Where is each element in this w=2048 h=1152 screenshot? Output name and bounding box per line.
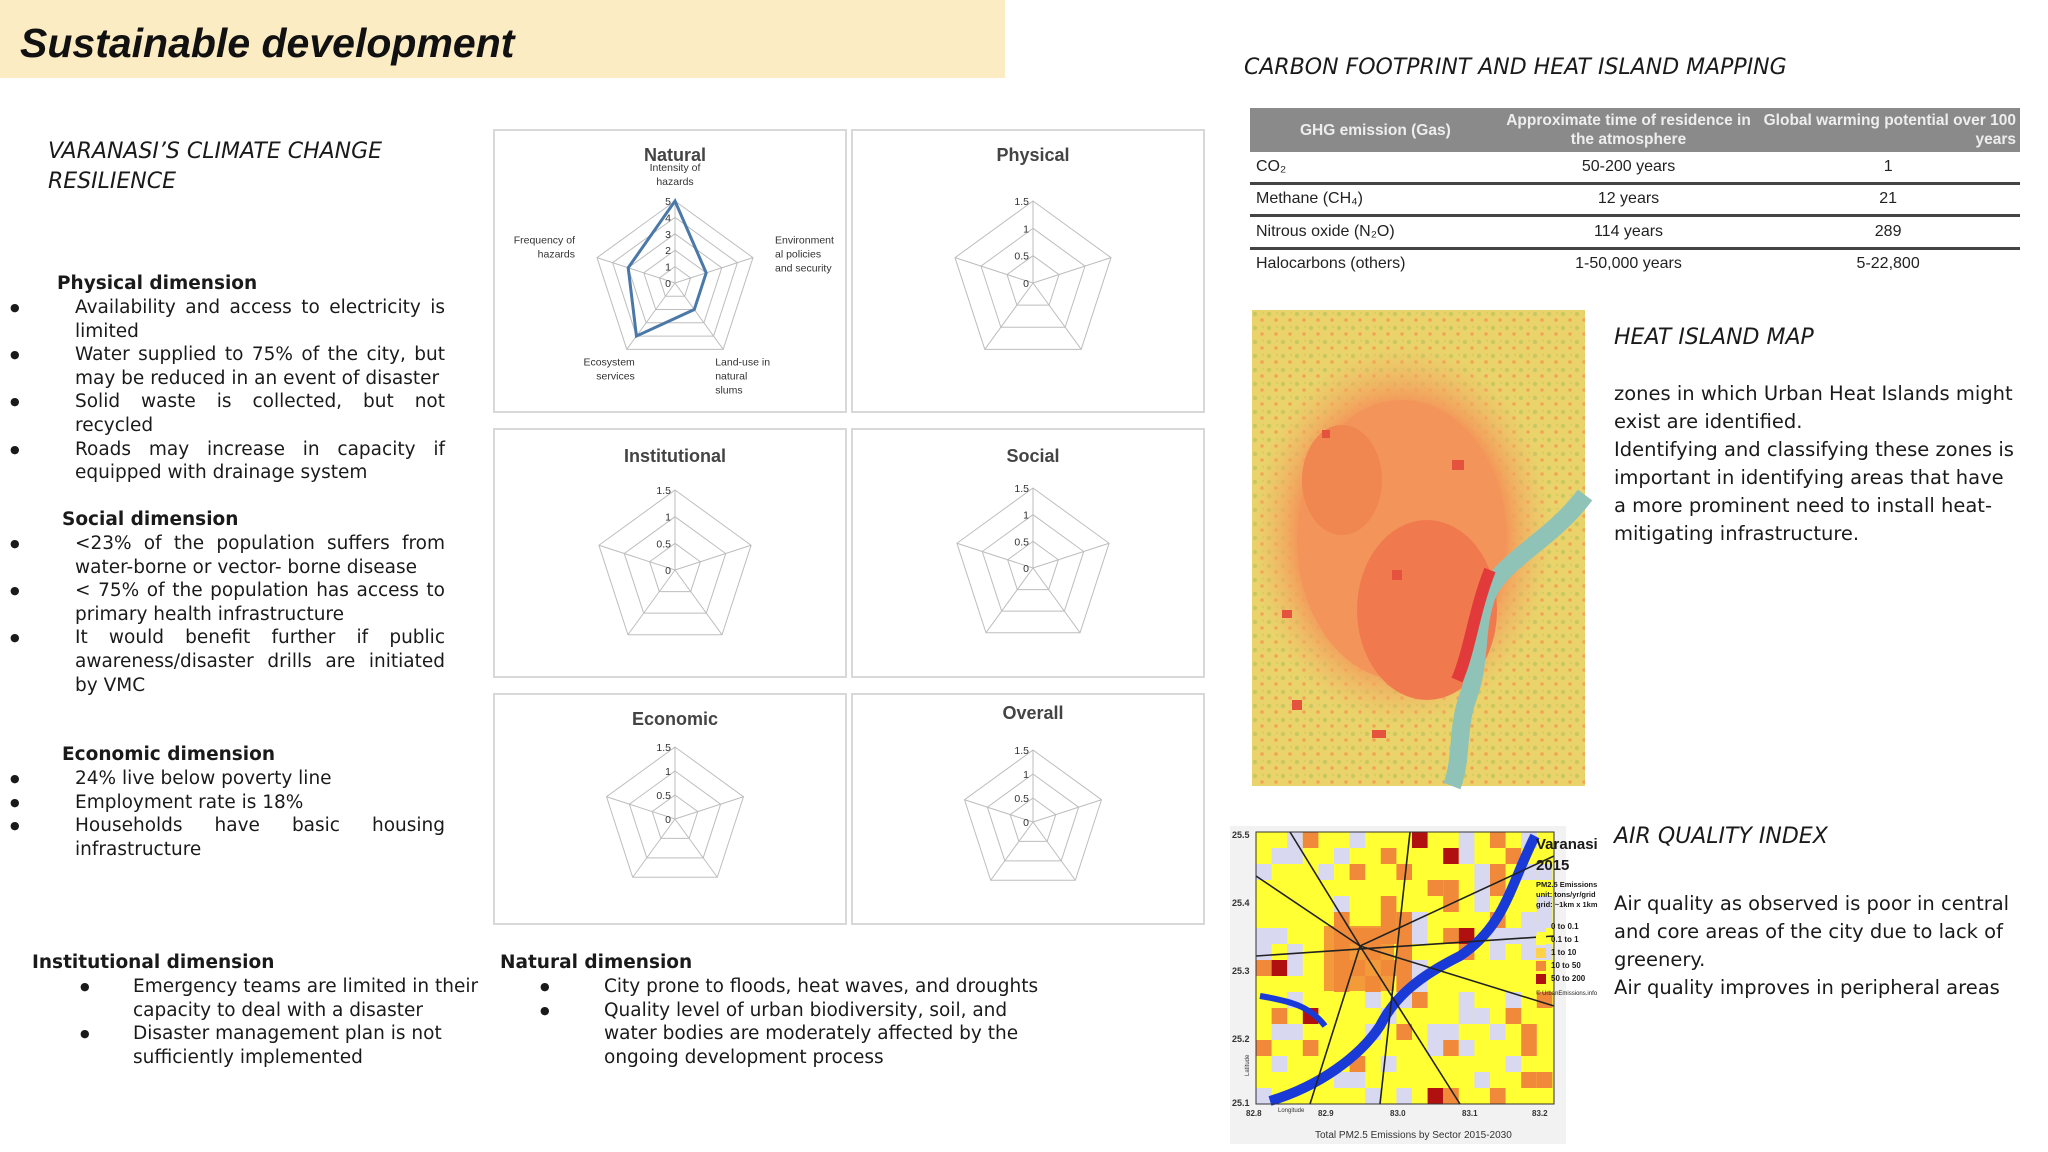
aq-grid-cell xyxy=(1412,832,1428,848)
radar-chart-overall xyxy=(853,695,1207,927)
institutional-dimension-heading: Institutional dimension xyxy=(32,952,275,973)
y-tick-label: 25.3 xyxy=(1232,966,1250,976)
aq-grid-cell xyxy=(1521,1040,1537,1056)
radar-spoke xyxy=(675,545,751,570)
table-cell: Methane (CH₄) xyxy=(1250,183,1501,216)
list-item: ● Quality level of urban biodiversity, soil, and water bodies are moderately affected by the ongoing development process xyxy=(0,999,1060,1070)
social-dimension-heading: Social dimension xyxy=(62,509,239,530)
aq-grid-cell xyxy=(1381,912,1397,928)
aq-grid-cell xyxy=(1521,912,1537,928)
list-item: ● Roads may increase in capacity if equipped with drainage system xyxy=(0,438,445,485)
list-item: ● Emergency teams are limited in their capacity to deal with a disaster xyxy=(30,975,480,1022)
radar-title: Social xyxy=(1006,446,1060,466)
radar-chart-economic xyxy=(495,695,849,927)
aq-grid-cell xyxy=(1287,1024,1303,1040)
air-quality-map xyxy=(1230,826,1566,1144)
radar-axis-label: Intensity of hazards xyxy=(649,162,701,188)
radar-tick-label: 1.5 xyxy=(1014,196,1029,208)
aq-grid-cell xyxy=(1474,1072,1490,1088)
radar-title: Institutional xyxy=(624,446,726,466)
table-row xyxy=(1250,152,2020,183)
aq-grid-cell xyxy=(1318,864,1334,880)
list-item: ● City prone to floods, heat waves, and droughts xyxy=(0,975,1060,999)
legend-item xyxy=(1536,959,1606,972)
radar-tick-label: 1 xyxy=(1023,223,1029,236)
page-title: Sustainable development xyxy=(20,20,515,66)
aq-grid-cell xyxy=(1256,960,1272,976)
aq-grid-cell xyxy=(1537,1072,1553,1088)
aq-grid-cell xyxy=(1474,864,1490,880)
legend-label: 50 to 200 xyxy=(1551,974,1586,983)
aq-grid-cell xyxy=(1521,928,1537,944)
table-cell: 289 xyxy=(1756,216,2020,249)
radar-spoke xyxy=(597,258,675,283)
economic-dimension-heading: Economic dimension xyxy=(62,744,276,765)
legend-swatch xyxy=(1536,974,1546,984)
radar-tick-label: 0.5 xyxy=(656,538,671,551)
radar-tick-label: 1 xyxy=(1023,769,1029,781)
radar-tick-label: 1 xyxy=(665,766,671,778)
legend-item xyxy=(1536,946,1606,959)
aq-grid-cell xyxy=(1272,1008,1288,1024)
radar-axis-label: Ecosystem services xyxy=(583,356,635,383)
physical-dimension-heading: Physical dimension xyxy=(57,273,258,294)
radar-title: Overall xyxy=(1002,703,1064,723)
y-tick-label: 25.2 xyxy=(1232,1034,1250,1044)
aq-grid-cell xyxy=(1474,896,1490,912)
table-header-row xyxy=(1250,108,2020,152)
radar-chart-institutional xyxy=(495,430,849,680)
aq-grid-cell xyxy=(1256,1088,1272,1104)
list-item: ● Solid waste is collected, but not recycled xyxy=(0,390,445,437)
aq-grid-cell xyxy=(1287,960,1303,976)
natural-dimension-heading: Natural dimension xyxy=(500,952,693,973)
radar-spoke xyxy=(675,819,717,877)
radar-spoke xyxy=(675,570,722,635)
x-tick-label: 83.1 xyxy=(1462,1109,1478,1118)
heat-island-map xyxy=(1252,310,1585,786)
list-item: ● Households have basic housing infrastructure xyxy=(0,814,445,861)
aq-grid-cell xyxy=(1443,1040,1459,1056)
social-dimension-list xyxy=(0,532,445,697)
aq-map-credit: © UrbanEmissions.info xyxy=(1536,991,1598,997)
legend-label: 0 to 0.1 xyxy=(1551,922,1579,931)
radar-spoke xyxy=(628,570,675,635)
legend-item xyxy=(1536,920,1606,933)
radar-spoke xyxy=(986,568,1033,633)
x-tick-label: 83.0 xyxy=(1390,1109,1406,1118)
aq-grid-cell xyxy=(1256,928,1272,944)
x-tick-label: 83.2 xyxy=(1532,1109,1548,1118)
table-cell: 1-50,000 years xyxy=(1575,255,1682,273)
aq-grid-cell xyxy=(1459,1008,1475,1024)
legend-swatch xyxy=(1536,935,1546,945)
map-caption: Total PM2.5 Emissions by Sector 2015-2030 xyxy=(1315,1130,1512,1141)
radar-tick-label: 1.5 xyxy=(1014,483,1029,495)
heat-island-heading: HEAT ISLAND MAP xyxy=(1614,325,1814,350)
radar-tick-label: 0.5 xyxy=(656,790,671,802)
aq-grid-cell xyxy=(1428,1088,1444,1104)
table-cell: 1 xyxy=(1756,152,2020,183)
radar-tick-label: 0 xyxy=(665,565,671,577)
aq-grid-cell xyxy=(1365,1088,1381,1104)
list-item: ● It would benefit further if public awareness/disaster drills are initiated by VMC xyxy=(0,626,445,697)
aq-grid-cell xyxy=(1490,1088,1506,1104)
radar-tick-label: 0.5 xyxy=(1014,536,1029,549)
radar-tick-label: 0 xyxy=(665,278,671,290)
column-header: Approximate time of residence in the atmosphere xyxy=(1501,108,1757,152)
table-cell: Nitrous oxide (N₂O) xyxy=(1250,216,1501,249)
legend-swatch xyxy=(1536,961,1546,971)
radar-panel-economic xyxy=(493,693,847,925)
radar-tick-label: 1 xyxy=(1023,509,1029,522)
air-quality-heading: AIR QUALITY INDEX xyxy=(1614,824,1828,849)
aq-grid-cell xyxy=(1350,832,1366,848)
aq-grid-cell xyxy=(1506,928,1522,944)
aq-grid-cell xyxy=(1365,992,1381,1008)
aq-map-units: PM2.5 Emissions unit: tons/yr/grid grid: ~1km x 1km xyxy=(1536,880,1598,909)
radar-spoke xyxy=(985,283,1033,349)
radar-tick-label: 1 xyxy=(665,261,671,274)
radar-tick-label: 1.5 xyxy=(656,485,671,497)
table-cell: 114 years xyxy=(1501,216,1757,249)
radar-panel-social xyxy=(851,428,1205,678)
aq-grid-cell xyxy=(1428,880,1444,896)
aq-grid-cell xyxy=(1396,960,1412,976)
radar-chart-natural xyxy=(495,131,849,415)
list-item: ● Water supplied to 75% of the city, but may be reduced in an event of disaster xyxy=(0,343,445,390)
aq-grid-cell xyxy=(1506,1056,1522,1072)
aq-grid-cell xyxy=(1381,848,1397,864)
list-item: ● Availability and access to electricity is limited xyxy=(0,296,445,343)
aq-grid-cell xyxy=(1272,960,1288,976)
radar-spoke xyxy=(675,797,743,819)
table-row xyxy=(1250,183,2020,216)
aq-grid-cell xyxy=(1459,992,1475,1008)
table-cell: 12 years xyxy=(1501,183,1757,216)
aq-grid-cell xyxy=(1287,944,1303,960)
table-cell: 50-200 years xyxy=(1501,152,1757,183)
aq-grid-cell xyxy=(1443,880,1459,896)
aq-grid-cell xyxy=(1490,944,1506,960)
aq-grid-cell xyxy=(1459,832,1475,848)
table-row xyxy=(1250,248,2020,279)
aq-grid-cell xyxy=(1428,1024,1444,1040)
radar-spoke xyxy=(1033,543,1109,568)
radar-spoke xyxy=(1033,800,1101,822)
table-cell: Halocarbons (others) xyxy=(1256,255,1406,273)
x-axis-label: Longitude xyxy=(1278,1108,1305,1114)
ghg-table xyxy=(1250,108,2020,279)
radar-panel-overall xyxy=(851,693,1205,925)
aq-grid-cell xyxy=(1459,848,1475,864)
aq-grid-cell xyxy=(1521,944,1537,960)
x-tick-label: 82.9 xyxy=(1318,1109,1334,1118)
radar-tick-label: 3 xyxy=(665,228,671,241)
radar-tick-label: 0 xyxy=(1023,817,1029,829)
x-tick-label: 82.8 xyxy=(1246,1109,1262,1118)
physical-dimension-list xyxy=(0,296,445,485)
radar-spoke xyxy=(991,822,1033,880)
radar-spoke xyxy=(675,258,753,283)
aq-map-year: 2015 xyxy=(1536,857,1570,874)
ghg-table-container xyxy=(1250,108,2016,273)
aq-grid-cell xyxy=(1256,1040,1272,1056)
legend-label: 10 to 50 xyxy=(1551,961,1581,970)
aq-grid-cell xyxy=(1490,832,1506,848)
aq-grid-cell xyxy=(1396,1024,1412,1040)
aq-grid-cell xyxy=(1428,1040,1444,1056)
radar-tick-label: 1.5 xyxy=(1014,745,1029,757)
aq-legend-items xyxy=(1536,920,1606,985)
radar-tick-label: 1 xyxy=(665,511,671,524)
heat-island-text: zones in which Urban Heat Islands might exist are identified. Identifying and classifying these zones is important in identifying areas that have a more prominent need to install heat-mitigating infrastructure. xyxy=(1614,382,2014,545)
radar-title: Natural xyxy=(643,145,707,165)
aq-grid-cell xyxy=(1412,928,1428,944)
table-cell: 21 xyxy=(1756,183,2020,216)
aq-grid-cell xyxy=(1334,848,1350,864)
aq-grid-cell xyxy=(1521,1024,1537,1040)
radar-tick-label: 4 xyxy=(665,212,671,225)
radar-tick-label: 0 xyxy=(1023,563,1029,575)
radar-axis-label: Frequency of hazards xyxy=(513,234,576,261)
aq-grid-cell xyxy=(1350,864,1366,880)
list-item: ● Employment rate is 18% xyxy=(0,791,445,815)
radar-spoke xyxy=(1033,258,1111,283)
aq-grid-cell xyxy=(1272,1056,1288,1072)
radar-tick-label: 1.5 xyxy=(656,742,671,754)
radar-chart-social xyxy=(853,430,1207,680)
radar-panel-natural xyxy=(493,129,847,413)
radar-panel-institutional xyxy=(493,428,847,678)
aq-grid-cell xyxy=(1256,944,1272,960)
aq-grid-cell xyxy=(1272,1024,1288,1040)
list-item: ● 24% live below poverty line xyxy=(0,767,445,791)
radar-spoke xyxy=(1033,568,1080,633)
carbon-heading: CARBON FOOTPRINT AND HEAT ISLAND MAPPING xyxy=(1244,55,1787,80)
legend-swatch xyxy=(1536,948,1546,958)
radar-tick-label: 2 xyxy=(665,245,671,258)
aq-map-title: Varanasi xyxy=(1536,836,1598,853)
y-axis-label: Latitude xyxy=(1245,1054,1251,1076)
radar-tick-label: 0.5 xyxy=(1014,793,1029,805)
aq-grid-cell xyxy=(1303,832,1319,848)
list-item: ● < 75% of the population has access to primary health infrastructure xyxy=(0,579,445,626)
aq-grid-cell xyxy=(1303,1040,1319,1056)
radar-tick-label: 0 xyxy=(1023,278,1029,290)
radar-spoke xyxy=(1033,283,1081,349)
aq-grid-cell xyxy=(1521,1072,1537,1088)
legend-label: 1 to 10 xyxy=(1551,948,1577,957)
y-tick-label: 25.5 xyxy=(1232,830,1250,840)
aq-grid-cell xyxy=(1443,1024,1459,1040)
radar-tick-label: 0.5 xyxy=(1014,250,1029,263)
aq-grid-cell xyxy=(1474,880,1490,896)
radar-title: Physical xyxy=(996,145,1070,165)
radar-tick-label: 5 xyxy=(665,196,671,208)
list-item: ● Disaster management plan is not sufficiently implemented xyxy=(30,1022,480,1069)
table-row xyxy=(1250,216,2020,249)
table-cell: 5-22,800 xyxy=(1856,255,1920,273)
aq-grid-cell xyxy=(1334,896,1350,912)
aq-grid-cell xyxy=(1490,1024,1506,1040)
radar-spoke xyxy=(633,819,675,877)
aq-grid-cell xyxy=(1272,848,1288,864)
aq-grid-cell xyxy=(1443,848,1459,864)
aq-grid-cell xyxy=(1272,928,1288,944)
resilience-heading: VARANASI’S CLIMATE CHANGE RESILIENCE xyxy=(48,139,383,194)
aq-grid-cell xyxy=(1412,992,1428,1008)
aq-grid-cell xyxy=(1350,1072,1366,1088)
column-header: Global warming potential over 100 years xyxy=(1756,108,2020,152)
aq-grid-cell xyxy=(1381,896,1397,912)
aq-grid-cell xyxy=(1459,1040,1475,1056)
aq-grid-cell xyxy=(1396,1088,1412,1104)
aq-map-legend xyxy=(1536,834,1606,997)
legend-item xyxy=(1536,933,1606,946)
column-header: GHG emission (Gas) xyxy=(1250,108,1501,152)
radar-title: Economic xyxy=(631,709,719,729)
legend-item xyxy=(1536,972,1606,985)
radar-axis-label: Land-use in natural slums xyxy=(715,356,771,397)
legend-label: 0.1 to 1 xyxy=(1551,935,1579,944)
aq-grid-cell xyxy=(1443,928,1459,944)
radar-spoke xyxy=(1033,822,1075,880)
radar-tick-label: 0 xyxy=(665,814,671,826)
y-tick-label: 25.4 xyxy=(1232,898,1250,908)
y-tick-label: 25.1 xyxy=(1232,1098,1250,1108)
table-cell: CO₂ xyxy=(1250,152,1501,183)
aq-grid-cell xyxy=(1490,864,1506,880)
legend-swatch xyxy=(1536,922,1546,932)
radar-chart-physical xyxy=(853,131,1207,415)
list-item: ● <23% of the population suffers from water-borne or vector- borne disease xyxy=(0,532,445,579)
aq-grid-cell xyxy=(1506,1008,1522,1024)
aq-grid-cell xyxy=(1474,1008,1490,1024)
aq-map-svg xyxy=(1230,826,1566,1144)
natural-dimension-list xyxy=(0,975,1060,1069)
radar-axis-label: Environment al policies and security xyxy=(774,234,834,275)
air-quality-text: Air quality as observed is poor in central and core areas of the city due to lack of greenery. Air quality improves in peripheral areas xyxy=(1614,892,2010,999)
radar-panel-physical xyxy=(851,129,1205,413)
economic-dimension-list xyxy=(0,767,445,861)
